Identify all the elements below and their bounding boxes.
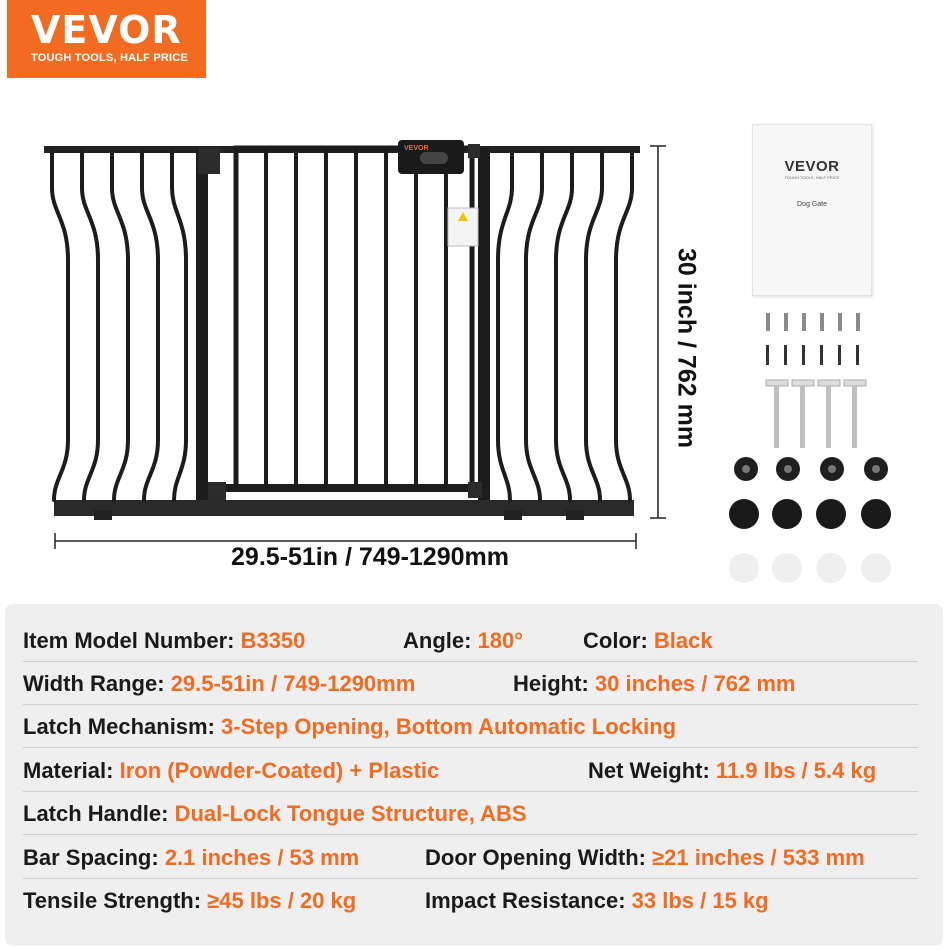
spec-label: Door Opening Width: bbox=[425, 845, 653, 870]
spec-label: Net Weight: bbox=[588, 758, 716, 783]
spec-label: Material: bbox=[23, 758, 120, 783]
bottom-rail bbox=[54, 500, 634, 516]
spec-value: 2.1 inches / 53 mm bbox=[164, 845, 360, 870]
wall-protector-set bbox=[729, 553, 891, 583]
spec-label: Angle: bbox=[403, 628, 478, 653]
spec-item-angle bbox=[403, 619, 523, 663]
spec-row bbox=[23, 749, 945, 793]
brand-tagline: TOUGH TOOLS, HALF PRICE bbox=[31, 52, 188, 64]
spec-row bbox=[23, 662, 945, 706]
spec-value: 33 lbs / 15 kg bbox=[631, 888, 769, 913]
spec-item-door-opening-width bbox=[425, 836, 865, 880]
door-bottom-bar bbox=[214, 484, 478, 492]
specifications-panel bbox=[5, 604, 943, 946]
spec-row bbox=[23, 879, 945, 923]
screw-set bbox=[766, 313, 860, 365]
spec-value: Black bbox=[653, 628, 713, 653]
divider bbox=[23, 747, 918, 748]
left-extension-bars bbox=[52, 152, 186, 500]
spec-item-width-range bbox=[23, 662, 415, 706]
divider bbox=[23, 834, 918, 835]
spec-value: 30 inches / 762 mm bbox=[594, 671, 796, 696]
spec-item-height bbox=[513, 662, 795, 706]
spec-row bbox=[23, 836, 945, 880]
spec-label: Latch Mechanism: bbox=[23, 714, 222, 739]
hinge-top bbox=[198, 148, 220, 174]
spec-value: Dual-Lock Tongue Structure, ABS bbox=[174, 801, 527, 826]
brand-name: VEVOR bbox=[31, 8, 182, 52]
spec-label: Width Range: bbox=[23, 671, 171, 696]
instruction-manual bbox=[752, 124, 872, 296]
manual-title: Dog Gate bbox=[797, 201, 827, 208]
spec-value: 29.5-51in / 749-1290mm bbox=[170, 671, 416, 696]
spec-value: 180° bbox=[477, 628, 524, 653]
spec-item-model bbox=[23, 619, 305, 663]
spec-row bbox=[23, 619, 945, 663]
spec-item-tensile-strength bbox=[23, 879, 356, 923]
manual-brand: VEVOR bbox=[784, 158, 840, 175]
spec-item-latch-mechanism bbox=[23, 705, 676, 749]
spec-row bbox=[23, 792, 945, 836]
threaded-spindle-set bbox=[766, 380, 866, 448]
height-dimension-line bbox=[650, 146, 666, 518]
spec-item-net-weight bbox=[588, 749, 876, 793]
manual-tagline: TOUGH TOOLS, HALF PRICE bbox=[784, 175, 840, 180]
hinge-bottom bbox=[208, 482, 226, 500]
latch-brand-label: VEVOR bbox=[404, 145, 429, 152]
lock-nut-set bbox=[734, 457, 888, 481]
spec-item-color bbox=[583, 619, 713, 663]
spec-value: 11.9 lbs / 5.4 kg bbox=[715, 758, 877, 783]
spec-label: Color: bbox=[583, 628, 654, 653]
width-dimension-label: 29.5-51in / 749-1290mm bbox=[231, 543, 509, 571]
spec-value: 3-Step Opening, Bottom Automatic Locking bbox=[221, 714, 677, 739]
spec-row bbox=[23, 705, 945, 749]
gate-frame bbox=[44, 140, 640, 520]
left-post bbox=[196, 148, 208, 500]
spec-label: Item Model Number: bbox=[23, 628, 241, 653]
door-bars bbox=[266, 150, 446, 486]
spec-item-material bbox=[23, 749, 439, 793]
spec-label: Latch Handle: bbox=[23, 801, 175, 826]
wall-cup-set bbox=[729, 499, 891, 529]
spec-item-latch-handle bbox=[23, 792, 527, 836]
spec-value: B3350 bbox=[240, 628, 306, 653]
spec-label: Bar Spacing: bbox=[23, 845, 165, 870]
height-dimension-text: 30 inch / 762 mm bbox=[672, 247, 701, 449]
spec-label: Impact Resistance: bbox=[425, 888, 632, 913]
spec-label: Tensile Strength: bbox=[23, 888, 208, 913]
right-post bbox=[478, 148, 490, 500]
spec-label: Height: bbox=[513, 671, 595, 696]
right-extension-bars bbox=[498, 152, 632, 500]
spec-item-impact-resistance bbox=[425, 879, 769, 923]
spec-item-bar-spacing bbox=[23, 836, 359, 880]
spec-value: ≥21 inches / 533 mm bbox=[652, 845, 865, 870]
spec-value: ≥45 lbs / 20 kg bbox=[207, 888, 357, 913]
spec-value: Iron (Powder-Coated) + Plastic bbox=[119, 758, 440, 783]
